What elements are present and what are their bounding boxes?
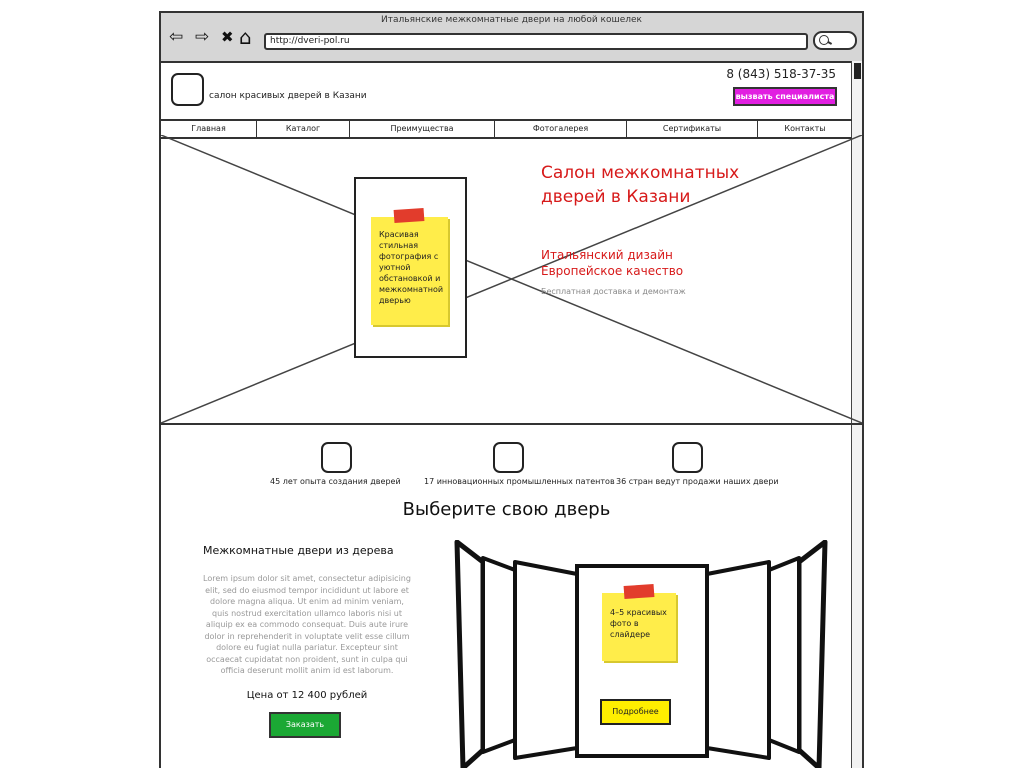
address-bar-text: http://dveri-pol.ru bbox=[270, 36, 350, 46]
tape-icon bbox=[624, 584, 655, 599]
product-description: Lorem ipsum dolor sit amet, consectetur adipisicing elit, sed do eiusmod tempor incididunt ut labore et dolore magna aliqua. Ut enim ad minim veniam, quis nostrud exercitation ullamco laboris nisi ut aliquip ex ea commodo consequat. Duis aute irure dolor in reprehenderit in voluptate velit esse cillum dolore eu fugiat nulla pariatur. Excepteur sint occaecat cupidatat non proident, sunt in culpa qui officia deserunt mollit anim id est laborum. bbox=[203, 574, 411, 675]
hero-subtitle-line-1: Итальянский дизайн bbox=[541, 248, 673, 262]
hero-note: Бесплатная доставка и демонтаж bbox=[541, 287, 686, 296]
hero-subtitle-line-2: Европейское качество bbox=[541, 264, 684, 278]
sticky-note bbox=[371, 217, 448, 325]
nav-item-gallery[interactable]: Фотогалерея bbox=[495, 121, 627, 137]
home-icon[interactable]: ⌂ bbox=[239, 25, 252, 49]
slide-frame bbox=[769, 558, 799, 752]
hero-photo-card bbox=[354, 177, 467, 358]
slider-sticky-note bbox=[602, 593, 676, 661]
arrow-left-icon[interactable]: ⇦ bbox=[169, 27, 184, 47]
salon-tagline: салон красивых дверей в Казани bbox=[209, 91, 367, 101]
hero-image-placeholder bbox=[161, 135, 862, 425]
hero-title: Салон межкомнатных дверей в Казани bbox=[541, 163, 740, 207]
close-icon[interactable]: ✖ bbox=[221, 28, 234, 46]
nav-item-certificates[interactable]: Сертификаты bbox=[627, 121, 758, 137]
call-specialist-button[interactable]: вызвать специалиста bbox=[733, 87, 837, 106]
section-title: Выберите свою дверь bbox=[402, 499, 611, 520]
search-icon bbox=[819, 35, 829, 45]
nav-item-contacts[interactable]: Контакты bbox=[784, 124, 826, 133]
sticky-note-text: Красивая стильная фотография с уютной обстановкой и межкомнатной дверью bbox=[379, 230, 444, 305]
logo[interactable] bbox=[171, 73, 204, 106]
browser-window bbox=[159, 11, 864, 768]
slider-note-text: 4–5 красивых фото в слайдере bbox=[610, 608, 667, 639]
slide-frame bbox=[457, 542, 483, 768]
order-button[interactable]: Заказать bbox=[269, 712, 341, 738]
slide-frame bbox=[707, 562, 769, 758]
feature-text: 17 инновационных промышленных патентов bbox=[424, 477, 615, 486]
hero-section bbox=[161, 135, 862, 425]
slide-frame bbox=[483, 558, 515, 752]
window-title: Итальянские межкомнатные двери на любой кошелек bbox=[381, 15, 642, 25]
scrollbar-thumb[interactable] bbox=[854, 63, 861, 79]
address-bar[interactable] bbox=[264, 33, 808, 50]
nav-item-advantages[interactable]: Преимущества bbox=[350, 121, 495, 137]
feature-text: 36 стран ведут продажи наших двери bbox=[616, 477, 779, 486]
arrow-right-icon[interactable]: ⇨ bbox=[195, 27, 210, 47]
product-price: Цена от 12 400 рублей bbox=[246, 690, 368, 701]
hero-subtitle bbox=[541, 247, 683, 279]
feature-icon bbox=[493, 442, 524, 473]
phone-number: 8 (843) 518-37-35 bbox=[726, 67, 836, 81]
nav-item-catalog[interactable]: Каталог bbox=[257, 121, 350, 137]
slide-frame bbox=[799, 542, 825, 768]
browser-chrome bbox=[161, 13, 862, 63]
more-details-button[interactable]: Подробнее bbox=[600, 699, 671, 725]
feature-icon bbox=[672, 442, 703, 473]
product-heading: Межкомнатные двери из дерева bbox=[203, 544, 394, 557]
slide-frame bbox=[515, 562, 577, 758]
tape-icon bbox=[394, 208, 425, 223]
feature-icon bbox=[321, 442, 352, 473]
feature-text: 45 лет опыта создания дверей bbox=[270, 477, 401, 486]
nav-item-home[interactable]: Главная bbox=[161, 121, 257, 137]
search-button[interactable] bbox=[813, 31, 857, 50]
